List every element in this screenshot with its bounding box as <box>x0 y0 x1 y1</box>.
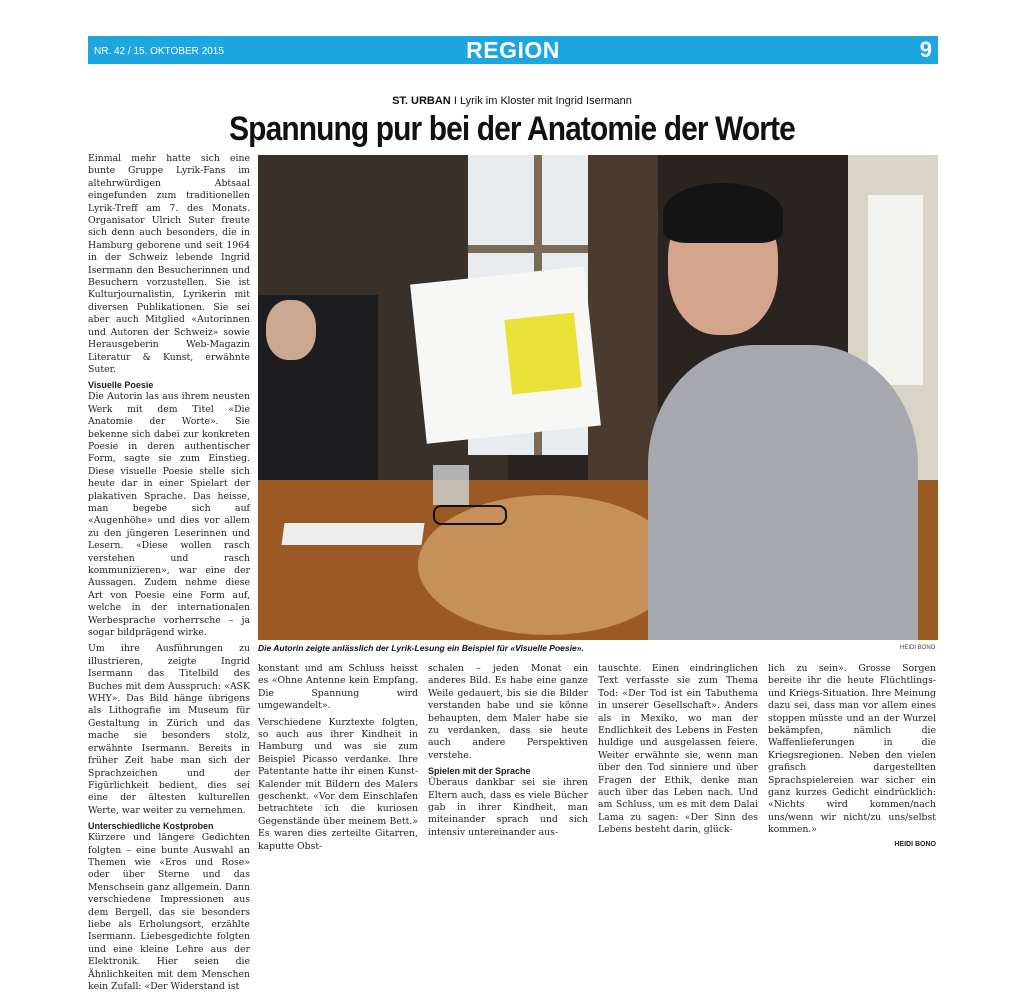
section-title: REGION <box>466 37 560 63</box>
article-column-3 <box>428 663 588 843</box>
kicker-location: ST. URBAN <box>392 95 451 107</box>
article-column-2 <box>258 663 418 857</box>
curtain <box>588 155 658 485</box>
paragraph: tauschte. Einen eindringlichen Text verfasste sie zum Thema Tod: «Der Tod ist ein Tabuthema in unserer Gesellschaft». Anders als in Mexiko, wo man der Endlichkeit des Lebens in Festen huldige und ausgelassen feiere. Weiter erwähnte sie, wenn man über den Tod sinniere und über Fragen der Ethik, denke man auch über das Leben nach. Und am Schluss, um es mit dem Dalai Lama zu sagen: «Der Sinn des Lebens besteht darin, glück- <box>598 663 758 836</box>
paragraph: schalen – jeden Monat ein anderes Bild. Es habe eine ganze Weile gedauert, bis sie die Bilder verstanden habe und sie könne behaupten, dem Maler habe sie zu verdanken, dass sie heute auch andere Perspektiven verstehe. <box>428 663 588 761</box>
eyeglasses <box>433 505 507 525</box>
headline: Spannung pur bei der Anatomie der Worte <box>229 110 795 148</box>
paragraph: lich zu sein». Grosse Sorgen bereite ihr die heute Flüchtlings- und Kriegs-Situation. Ihre Meinung dazu sei, dass man vor allem eines stoppen müsste und an der Wurzel bekämpfen, nämlich die Waffenlieferungen in die Kriegsregionen. Neben den vielen grafisch dargestellten Sprachspielereien war sicher ein ganz kurzes Gedicht eindrücklich: «Nichts wird kommen/nach uns/wenn wir nicht/zu uns/selbst kommen.» <box>768 663 936 836</box>
article-photo <box>258 155 938 640</box>
subheading: Spielen mit der Sprache <box>428 766 531 777</box>
article-column-4 <box>598 663 758 841</box>
window <box>868 195 923 385</box>
paragraph: Die Autorin las aus ihrem neusten Werk mit dem Titel «Die Anatomie der Worte». Sie bekenne sich dabei zur konkreten Poesie in deren authentischer Form, sagte sie zum Einstieg. Diese visuelle Poesie stelle sich heute dar in einer Spielart der plakativen Sprache. Das heisse, man begebe sich auf «Augenhöhe» und dies vor allem zu den jüngeren Leserinnen und Lesern. «Diese wollen rasch verstehen und rasch kommunizieren», war eine der Aussagen. Zudem nehme diese Art von Poesie eine Form auf, welche in der internationalen Werbesprache vorherrsche – ja sogar bildprägend wirke. <box>88 391 250 639</box>
paragraph: Einmal mehr hatte sich eine bunte Gruppe Lyrik-Fans im altehrwürdigen Abtsaal eingefunden zum traditionellen Lyrik-Treff am 7. des Monats. Organisator Ulrich Suter freute sich denn auch besonders, die in Hamburg geborene und seit 1964 in der Schweiz lebende Ingrid Isermann den Besucherinnen und Besuchern vorzustellen. Sie ist Kulturjournalistin, Lyrikerin mit diversen Publikationen. Sie sei aber auch Mitglied «Autorinnen und Autoren der Schweiz» sowie Herausgeberin Web-Magazin Literatur & Kunst, erwähnte Suter. <box>88 153 250 375</box>
paragraph: konstant und am Schluss heisst es «Ohne Antenne kein Empfang. Die Spannung wird umgewandelt». <box>258 663 418 712</box>
issue-date: NR. 42 / 15. OKTOBER 2015 <box>94 46 224 57</box>
kicker-topic: Lyrik im Kloster mit Ingrid Isermann <box>459 95 632 107</box>
subheading: Visuelle Poesie <box>88 380 154 391</box>
subheading: Unterschiedliche Kostproben <box>88 821 214 832</box>
paragraph: Überaus dankbar sei sie ihren Eltern auch, dass es viele Bücher gab in ihrer Kindheit, man miteinander sprach und sich intensiv untereinander aus- <box>428 777 588 838</box>
paragraph: Kürzere und längere Gedichten folgten – eine bunte Auswahl an Themen wie «Eros und Rose» oder über Sterne und das Menschsein ganz allgemein. Dann verschiedene Impressionen aus dem Bergell, das sie besonders liebe als Erholungsort, erzählte Isermann. Liebesgedichte folgten und eine kleine Lehre aus der Elektronik. Hier seien die Ähnlichkeiten mit dem Menschen kein Zufall: «Der Widerstand ist <box>88 832 250 992</box>
author-figure <box>648 345 918 640</box>
listener-head <box>266 300 316 360</box>
author-byline: HEIDI BONO <box>894 840 936 848</box>
page-number: 9 <box>919 37 932 62</box>
kicker-separator: I <box>453 95 457 107</box>
article-column-1 <box>88 153 250 997</box>
paragraph: Um ihre Ausführungen zu illustrieren, zeigte Ingrid Isermann das Titelbild des Buches mit dem Ausspruch: «ASK WHY». Das Bild hänge übrigens als Lithografie im Museum für Gestaltung in Zürich und das mache sie besonders stolz, erwähnte Isermann. Bereits in früher Zeit habe man sich der Sprachzeichen und der Figürlichkeit bedient, dies sei eine der ältesten kulturellen Werte, war weiter zu vernehmen. <box>88 643 250 816</box>
section-header-bar <box>88 36 938 64</box>
author-hair <box>663 183 783 243</box>
paper-sheet <box>281 523 424 545</box>
article-column-5 <box>768 663 936 848</box>
photo-credit: HEIDI BONO <box>900 645 936 651</box>
book-visual-poetry <box>410 266 601 443</box>
paragraph: Verschiedene Kurztexte folgten, so auch aus ihrer Kindheit in Hamburg und was sie zum Beispiel Picasso verdanke. Ihre Patentante hatte ihr einen Kunst-Kalender mit Bildern des Malers geschenkt. «Vor dem Einschlafen betrachtete ich die kuriosen Gegenstände über meinem Bett.» Es waren dies zerteilte Gitarren, kaputte Obst- <box>258 716 418 852</box>
kicker <box>0 95 1024 107</box>
water-glass <box>433 465 469 505</box>
photo-caption: Die Autorin zeigte anlässlich der Lyrik-Lesung ein Beispiel für «Visuelle Poesie». <box>258 643 584 653</box>
